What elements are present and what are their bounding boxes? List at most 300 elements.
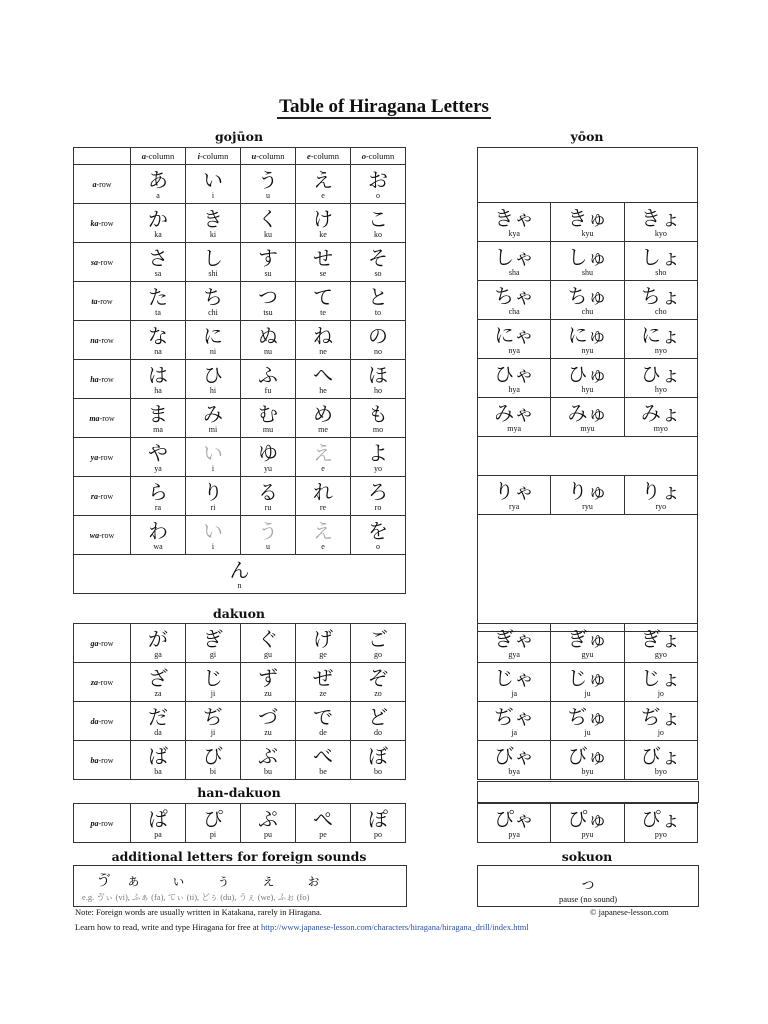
row-label: za-row xyxy=(74,663,131,702)
kana-char: だ xyxy=(148,704,168,729)
romaji: o xyxy=(376,190,380,200)
table-row xyxy=(74,516,406,555)
romaji: wa xyxy=(153,541,163,551)
kana-cell xyxy=(296,165,351,204)
romaji: pyo xyxy=(654,829,667,839)
romaji: pyu xyxy=(581,829,594,839)
romaji: su xyxy=(264,268,272,278)
romaji: gyo xyxy=(654,649,667,659)
row-label: pa-row xyxy=(74,804,131,843)
kana-cell xyxy=(296,399,351,438)
kana-char: ふ xyxy=(258,362,278,387)
kana-cell xyxy=(351,438,406,477)
romaji: i xyxy=(211,541,215,551)
table-row xyxy=(74,165,406,204)
kana-char: ぢゃ xyxy=(494,704,535,729)
romaji: ge xyxy=(319,649,327,659)
table-row xyxy=(478,203,698,242)
romaji: ha xyxy=(154,385,162,395)
kana-char: ぱ xyxy=(148,806,168,831)
romaji: i xyxy=(211,190,215,200)
page-title: Table of Hiragana Letters xyxy=(279,96,489,117)
romaji: ma xyxy=(153,424,163,434)
kana-char: ひょ xyxy=(640,361,681,386)
sokuon-kana: っ xyxy=(579,874,597,894)
romaji: ryo xyxy=(655,501,667,511)
romaji: byo xyxy=(654,766,667,776)
romaji: gi xyxy=(209,649,217,659)
romaji: a xyxy=(156,190,160,200)
kana-char: め xyxy=(313,401,333,426)
kana-char: びゃ xyxy=(494,743,535,768)
kana-char: む xyxy=(258,401,278,426)
romaji: mo xyxy=(372,424,384,434)
romaji: kyu xyxy=(581,228,594,238)
kana-cell xyxy=(351,702,406,741)
kana-cell xyxy=(296,438,351,477)
row-label: ra-row xyxy=(74,477,131,516)
romaji: be xyxy=(319,766,327,776)
kana-cell xyxy=(186,399,241,438)
romaji: te xyxy=(320,307,326,317)
kana-cell xyxy=(624,203,697,242)
romaji: ryu xyxy=(582,501,593,511)
romaji: bya xyxy=(508,766,520,776)
sokuon-desc: pause (no sound) xyxy=(558,894,618,904)
kana-char: ら xyxy=(148,479,168,504)
romaji: hyu xyxy=(581,384,594,394)
romaji: myu xyxy=(580,423,595,433)
kana-cell xyxy=(478,359,551,398)
romaji: re xyxy=(319,502,327,512)
romaji: byu xyxy=(581,766,594,776)
kana-cell xyxy=(186,741,241,780)
kana-char: ぴ xyxy=(203,806,223,831)
romaji: da xyxy=(154,727,162,737)
kana-cell xyxy=(478,663,551,702)
table-row xyxy=(74,663,406,702)
yoon-empty xyxy=(478,515,698,632)
kana-char: ぢゅ xyxy=(567,704,608,729)
romaji: e xyxy=(321,463,325,473)
kana-cell xyxy=(296,360,351,399)
learn-line xyxy=(75,922,529,932)
kana-char: は xyxy=(148,362,168,387)
kana-cell xyxy=(241,243,296,282)
kana-cell xyxy=(351,360,406,399)
kana-char: じょ xyxy=(640,665,681,690)
kana-cell xyxy=(296,741,351,780)
kana-char: りゅ xyxy=(567,478,608,503)
kana-char: ゆ xyxy=(258,440,278,465)
kana-cell xyxy=(551,281,624,320)
kana-char: と xyxy=(368,284,388,309)
kana-cell xyxy=(241,516,296,555)
kana-char: にゃ xyxy=(494,322,534,347)
kana-cell xyxy=(551,398,624,437)
kana-char: い xyxy=(203,167,223,192)
kana-char: ぐ xyxy=(258,626,278,651)
table-row xyxy=(478,242,698,281)
kana-cell xyxy=(241,399,296,438)
kana-char: みゅ xyxy=(567,400,608,425)
kana-char: じ xyxy=(203,665,223,690)
dakuon-heading: dakuon xyxy=(212,606,265,621)
drill-link[interactable]: http://www.japanese-lesson.com/characters/hiragana/hiragana_drill/index.html xyxy=(260,922,529,932)
kana-char: る xyxy=(258,479,278,504)
kana-char: や xyxy=(148,440,168,465)
table-row xyxy=(478,281,698,320)
kana-cell xyxy=(296,321,351,360)
kana-char: ほ xyxy=(368,362,388,387)
row-label: ga-row xyxy=(74,624,131,663)
kana-cell xyxy=(624,242,697,281)
kana-char: せ xyxy=(313,245,333,270)
dakuon-yoon-table xyxy=(477,623,698,780)
romaji: sha xyxy=(508,267,520,277)
kana-char: びゅ xyxy=(567,743,608,768)
romaji: pu xyxy=(264,829,272,839)
table-row xyxy=(478,320,698,359)
kana-char: ろ xyxy=(368,479,388,504)
kana-char: み xyxy=(203,401,223,426)
row-label: ta-row xyxy=(74,282,131,321)
romaji: u xyxy=(266,190,270,200)
table-row xyxy=(74,204,406,243)
kana-char: へ xyxy=(313,362,333,387)
romaji: mu xyxy=(262,424,274,434)
kana-char: き xyxy=(203,206,223,231)
foreign-heading: additional letters for foreign sounds xyxy=(111,849,367,864)
romaji: ko xyxy=(374,229,382,239)
kana-char: じゃ xyxy=(494,665,535,690)
kana-char: ん xyxy=(229,557,250,582)
kana-cell xyxy=(131,282,186,321)
kana-cell xyxy=(241,165,296,204)
kana-char: ぢょ xyxy=(640,704,681,729)
kana-char: を xyxy=(368,518,388,543)
table-row xyxy=(478,663,698,702)
kana-char: しょ xyxy=(640,244,681,269)
romaji: yo xyxy=(374,463,382,473)
column-header: u-column xyxy=(241,148,296,165)
kana-char: ひゅ xyxy=(567,361,608,386)
kana-cell xyxy=(624,359,697,398)
kana-cell xyxy=(351,663,406,702)
kana-char: ち xyxy=(203,284,223,309)
table-row xyxy=(74,360,406,399)
kana-char: みょ xyxy=(640,400,681,425)
romaji: za xyxy=(154,688,162,698)
table-row xyxy=(74,477,406,516)
kana-char: きょ xyxy=(640,205,681,230)
kana-char: う xyxy=(258,167,278,192)
kana-char: え xyxy=(313,167,333,192)
kana-char: ぽ xyxy=(368,806,388,831)
kana-char: ぺ xyxy=(313,806,333,831)
kana-cell xyxy=(296,477,351,516)
romaji: na xyxy=(154,346,162,356)
row-label: sa-row xyxy=(74,243,131,282)
kana-cell xyxy=(478,320,551,359)
kana-char: きゃ xyxy=(494,205,535,230)
kana-char: ぴょ xyxy=(640,806,681,831)
romaji: cha xyxy=(508,306,520,316)
kana-cell xyxy=(551,741,624,780)
kana-char: よ xyxy=(368,440,388,465)
foreign-example: e.g. ゔぃ (vi), ふぁ (fa), てぃ (ti), どぅ (du), うぇ (we), ふぉ (fo) xyxy=(82,892,310,902)
romaji: ro xyxy=(374,502,382,512)
kana-cell xyxy=(351,282,406,321)
romaji: nyo xyxy=(654,345,667,355)
kana-cell xyxy=(351,516,406,555)
kana-char: ぢ xyxy=(203,704,223,729)
kana-char: ぎゃ xyxy=(494,626,535,651)
kana-cell xyxy=(478,203,551,242)
table-row xyxy=(478,741,698,780)
romaji: gu xyxy=(264,649,272,659)
romaji: fu xyxy=(264,385,272,395)
romaji: n xyxy=(237,580,242,590)
romaji: no xyxy=(374,346,382,356)
romaji: tsu xyxy=(263,307,273,317)
kana-char: け xyxy=(313,206,333,231)
kana-cell xyxy=(624,702,697,741)
romaji: e xyxy=(321,190,325,200)
kana-cell xyxy=(131,204,186,243)
kana-char: ぞ xyxy=(368,665,388,690)
romaji: gya xyxy=(508,649,520,659)
table-row xyxy=(74,282,406,321)
column-header: a-column xyxy=(131,148,186,165)
kana-char: ぜ xyxy=(313,665,333,690)
kana-char: ご xyxy=(368,626,388,651)
row-label: na-row xyxy=(74,321,131,360)
romaji: zu xyxy=(264,727,272,737)
romaji: ru xyxy=(264,502,272,512)
romaji: pi xyxy=(209,829,217,839)
romaji: o xyxy=(376,541,380,551)
kana-char: う xyxy=(258,518,278,543)
kana-cell xyxy=(478,624,551,663)
kana-cell xyxy=(478,702,551,741)
kana-char: わ xyxy=(148,518,168,543)
kana-char: きゅ xyxy=(567,205,608,230)
kana-cell xyxy=(551,203,624,242)
kana-cell xyxy=(624,663,697,702)
romaji: u xyxy=(266,541,270,551)
kana-cell xyxy=(551,804,624,843)
romaji: shi xyxy=(208,268,218,278)
kana-cell xyxy=(186,804,241,843)
kana-char: づ xyxy=(258,704,278,729)
romaji: do xyxy=(374,727,382,737)
table-row xyxy=(478,398,698,437)
romaji: sho xyxy=(655,267,667,277)
kana-cell xyxy=(351,477,406,516)
kana-cell xyxy=(624,624,697,663)
table-row xyxy=(478,804,698,843)
romaji: zu xyxy=(264,688,272,698)
romaji: ni xyxy=(209,346,217,356)
romaji: mya xyxy=(507,423,522,433)
romaji: go xyxy=(374,649,382,659)
kana-cell xyxy=(241,282,296,321)
handakuon-table xyxy=(73,803,406,843)
kana-char: ね xyxy=(313,323,333,348)
table-row xyxy=(478,476,698,515)
kana-cell xyxy=(296,624,351,663)
kana-char: の xyxy=(368,323,388,348)
romaji: nya xyxy=(508,345,520,355)
row-label: ya-row xyxy=(74,438,131,477)
kana-char: こ xyxy=(368,206,388,231)
kana-char: つ xyxy=(258,284,278,309)
table-row xyxy=(478,624,698,663)
table-row xyxy=(478,359,698,398)
kana-char: べ xyxy=(313,743,333,768)
kana-cell xyxy=(241,804,296,843)
handakuon-yoon-table xyxy=(477,803,698,843)
kana-cell xyxy=(624,320,697,359)
yoon-table xyxy=(477,147,698,632)
yoon-heading: yōon xyxy=(570,129,604,144)
kana-cell xyxy=(351,624,406,663)
table-row xyxy=(478,702,698,741)
romaji: so xyxy=(374,268,382,278)
kana-cell xyxy=(478,281,551,320)
kana-char: ま xyxy=(148,401,168,426)
romaji: bu xyxy=(264,766,272,776)
column-header: i-column xyxy=(186,148,241,165)
kana-cell xyxy=(551,359,624,398)
sokuon-box xyxy=(477,865,699,907)
kana-char: い xyxy=(203,518,223,543)
kana-cell xyxy=(478,398,551,437)
romaji: ra xyxy=(154,502,162,512)
kana-char: にゅ xyxy=(567,322,608,347)
kana-char: にょ xyxy=(641,322,681,347)
kana-char: ぎゅ xyxy=(567,626,608,651)
romaji: ho xyxy=(374,385,382,395)
kana-char: ぼ xyxy=(368,743,388,768)
romaji: de xyxy=(319,727,327,737)
kana-cell xyxy=(131,702,186,741)
learn-text: Learn how to read, write and type Hiragana for free at xyxy=(75,922,259,932)
kana-cell xyxy=(131,741,186,780)
romaji: yu xyxy=(264,463,272,473)
kana-char: ぴゃ xyxy=(494,806,535,831)
kana-cell xyxy=(186,516,241,555)
romaji: he xyxy=(319,385,327,395)
kana-char: さ xyxy=(148,245,168,270)
romaji: shu xyxy=(581,267,594,277)
kana-char: みゃ xyxy=(494,400,535,425)
kana-cell xyxy=(351,804,406,843)
kana-char: た xyxy=(148,284,168,309)
sokuon-heading: sokuon xyxy=(561,849,613,864)
romaji: rya xyxy=(509,501,520,511)
romaji: ga xyxy=(154,649,162,659)
kana-char: ぎょ xyxy=(640,626,681,651)
romaji: pa xyxy=(154,829,162,839)
kana-char: ぎ xyxy=(203,626,223,651)
kana-cell xyxy=(351,243,406,282)
romaji: hyo xyxy=(654,384,667,394)
kana-char: じゅ xyxy=(567,665,608,690)
kana-char: く xyxy=(258,206,278,231)
kana-cell xyxy=(624,398,697,437)
kana-char: ば xyxy=(148,743,168,768)
kana-cell xyxy=(131,804,186,843)
kana-cell xyxy=(131,243,186,282)
kana-cell xyxy=(551,702,624,741)
table-row xyxy=(74,804,406,843)
kana-cell xyxy=(186,204,241,243)
romaji: bi xyxy=(209,766,217,776)
kana-cell xyxy=(241,438,296,477)
romaji: kya xyxy=(508,228,520,238)
kana-cell xyxy=(241,702,296,741)
n-cell xyxy=(74,555,406,594)
romaji: ji xyxy=(210,727,216,737)
romaji: e xyxy=(321,541,325,551)
table-row xyxy=(74,243,406,282)
kana-cell xyxy=(131,321,186,360)
note-text: Note: Foreign words are usually written in Katakana, rarely in Hiragana. xyxy=(75,907,322,917)
kana-cell xyxy=(478,476,551,515)
kana-cell xyxy=(241,321,296,360)
gojuon-heading: gojūon xyxy=(214,129,264,144)
kana-char: ぶ xyxy=(258,743,278,768)
romaji: ke xyxy=(319,229,327,239)
romaji: kyo xyxy=(654,228,667,238)
kana-cell xyxy=(624,476,697,515)
gojuon-table xyxy=(73,147,406,594)
romaji: ja xyxy=(511,688,518,698)
kana-char: し xyxy=(203,245,223,270)
romaji: ba xyxy=(154,766,162,776)
romaji: ki xyxy=(209,229,217,239)
romaji: mi xyxy=(208,424,218,434)
kana-char: で xyxy=(313,704,333,729)
kana-cell xyxy=(551,476,624,515)
kana-cell xyxy=(351,741,406,780)
romaji: pya xyxy=(508,829,520,839)
kana-cell xyxy=(296,204,351,243)
kana-cell xyxy=(186,165,241,204)
table-row xyxy=(74,321,406,360)
romaji: ri xyxy=(210,502,216,512)
row-label: ba-row xyxy=(74,741,131,780)
kana-cell xyxy=(624,281,697,320)
kana-char: ず xyxy=(258,665,278,690)
table-row xyxy=(74,399,406,438)
table-row xyxy=(74,702,406,741)
row-label: a-row xyxy=(74,165,131,204)
yoon-spacer xyxy=(477,781,699,803)
kana-char: れ xyxy=(313,479,333,504)
copyright: © japanese-lesson.com xyxy=(590,907,669,917)
romaji: myo xyxy=(653,423,668,433)
kana-cell xyxy=(186,282,241,321)
kana-cell xyxy=(551,242,624,281)
kana-char: あ xyxy=(148,167,168,192)
kana-cell xyxy=(478,741,551,780)
romaji: chi xyxy=(208,307,218,317)
kana-cell xyxy=(131,663,186,702)
kana-char: も xyxy=(368,401,388,426)
